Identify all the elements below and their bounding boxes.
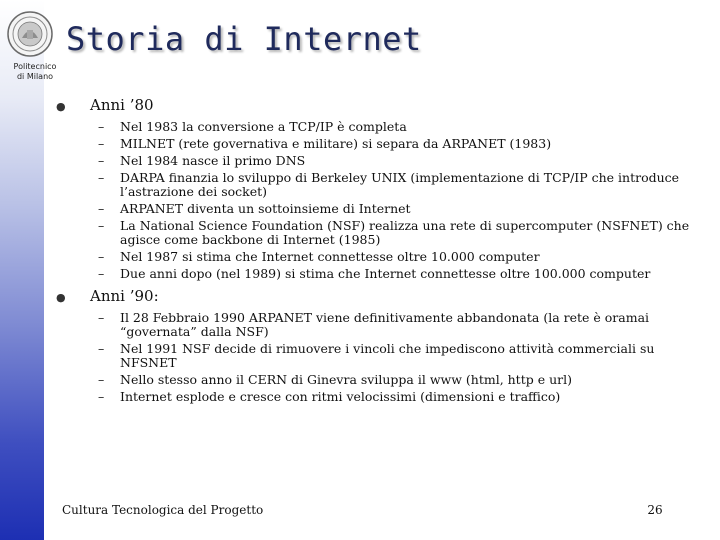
dash-icon: –: [98, 310, 105, 325]
institution-name: [4, 62, 66, 82]
list-item-text: Nel 1984 nasce il primo DNS: [120, 153, 306, 168]
section-heading-text: Anni ’80: [90, 96, 154, 114]
list-item: [56, 250, 692, 264]
section-heading-text: Anni ’90:: [90, 287, 159, 305]
sub-list-90s: [56, 311, 692, 404]
dash-icon: –: [98, 153, 105, 168]
list-item: [56, 120, 692, 134]
list-item: [56, 342, 692, 370]
list-item: [56, 267, 692, 281]
slide-content: [56, 96, 692, 410]
dash-icon: –: [98, 170, 105, 185]
list-item-text: Il 28 Febbraio 1990 ARPANET viene definitivamente abbandonata (la rete è oramai “governata” dalla NSF): [120, 310, 650, 339]
list-item: [56, 202, 692, 216]
sub-list-80s: [56, 120, 692, 281]
list-item: [56, 219, 692, 247]
list-item-text: ARPANET diventa un sottoinsieme di Internet: [120, 201, 411, 216]
dash-icon: –: [98, 341, 105, 356]
list-item-text: MILNET (rete governativa e militare) si separa da ARPANET (1983): [120, 136, 552, 151]
bullet-icon: ●: [56, 100, 66, 113]
dash-icon: –: [98, 119, 105, 134]
list-item-text: Nel 1987 si stima che Internet connettesse oltre 10.000 computer: [120, 249, 540, 264]
dash-icon: –: [98, 266, 105, 281]
list-item-text: DARPA finanzia lo sviluppo di Berkeley UNIX (implementazione di TCP/IP che introduce l’astrazione dei socket): [120, 170, 680, 199]
section-heading-80s: [56, 96, 692, 114]
dash-icon: –: [98, 201, 105, 216]
institution-line2: di Milano: [16, 72, 54, 81]
university-seal-icon: [6, 10, 54, 58]
section-heading-90s: [56, 287, 692, 305]
list-item: [56, 154, 692, 168]
dash-icon: –: [98, 372, 105, 387]
dash-icon: –: [98, 136, 105, 151]
dash-icon: –: [98, 389, 105, 404]
list-item-text: Due anni dopo (nel 1989) si stima che Internet connettesse oltre 100.000 computer: [120, 266, 651, 281]
dash-icon: –: [98, 218, 105, 233]
institution-line1: Politecnico: [13, 62, 57, 71]
list-item: [56, 311, 692, 339]
page-number: 26: [647, 503, 663, 517]
list-item-text: Nello stesso anno il CERN di Ginevra sviluppa il www (html, http e url): [120, 372, 572, 387]
footer-course: Cultura Tecnologica del Progetto: [62, 503, 264, 517]
list-item-text: Nel 1991 NSF decide di rimuovere i vincoli che impediscono attività commerciali su NFSNET: [120, 341, 655, 370]
list-item: [56, 373, 692, 387]
list-item-text: Internet esplode e cresce con ritmi velocissimi (dimensioni e traffico): [120, 389, 561, 404]
dash-icon: –: [98, 249, 105, 264]
page-title: Storia di Internet: [66, 20, 422, 58]
list-item-text: La National Science Foundation (NSF) realizza una rete di supercomputer (NSFNET) che agisce come backbone di Internet (1985): [120, 218, 690, 247]
list-item: [56, 137, 692, 151]
list-item-text: Nel 1983 la conversione a TCP/IP è completa: [120, 119, 407, 134]
list-item: [56, 390, 692, 404]
bullet-icon: ●: [56, 291, 66, 304]
list-item: [56, 171, 692, 199]
